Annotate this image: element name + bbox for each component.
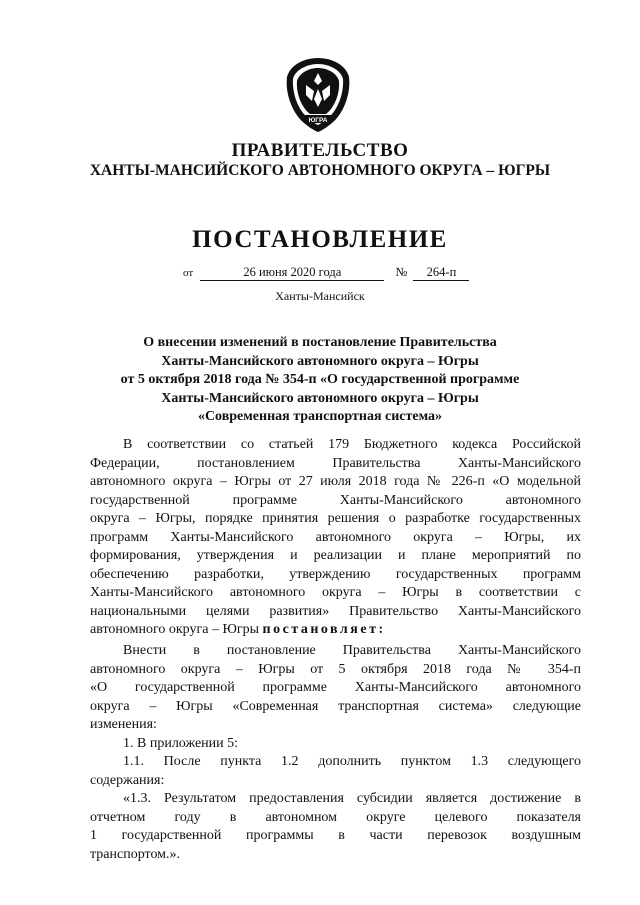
text-line: В соответствии со статьей 179 Бюджетного кодекса Российской [123, 437, 581, 452]
text-line: «1.3. Результатом предоставления субсидии является достижение в [123, 791, 581, 806]
text-line: транспортом.». [90, 846, 181, 862]
text-line: 1.1. После пункта 1.2 дополнить пунктом 1.3 следующего [123, 754, 581, 769]
text-line: содержания: [90, 772, 165, 788]
amendments-section [90, 642, 581, 864]
subject-line: О внесении изменений в постановление Правительства [143, 335, 497, 350]
decree-date: 26 июня 2020 года [200, 265, 384, 281]
text-line [90, 621, 581, 640]
text-line: автономного округа – Югры от 5 октября 2018 года № 354-п [90, 661, 581, 677]
date-number-line [183, 265, 469, 281]
text-line: национальными целями развития» Правительство Ханты-Мансийского [90, 603, 581, 619]
city-name: Ханты-Мансийск [275, 289, 365, 303]
text-line: изменения: [90, 717, 157, 732]
decree-number: 264-п [413, 265, 469, 281]
document-type-title: ПОСТАНОВЛЕНИЕ [192, 226, 448, 253]
text-line: округа – Югры, порядке принятия решения о разработке государственных [90, 511, 581, 526]
text-line: Федерации, постановлением Правительства Ханты-Мансийского [90, 455, 581, 471]
text-line: Ханты-Мансийского автономного округа – Югры в соответствии с [90, 585, 581, 600]
text-line: программ Ханты-Мансийского автономного округа – Югры, их [90, 529, 581, 545]
text-line: 1 государственной программы в части перевозок воздушным [90, 828, 581, 843]
text-line: округа – Югры «Современная транспортная система» следующие [90, 698, 581, 714]
resolves-word: постановляет: [262, 622, 386, 637]
text-line: обеспечению разработки, утверждению государственных программ [90, 566, 581, 582]
text-line: автономного округа – Югры от 27 июля 2018 года № 226-п «О модельной [90, 474, 581, 489]
text-line: «О государственной программе Ханты-Мансийского автономного [90, 680, 581, 695]
text-line: Внести в постановление Правительства Ханты-Мансийского [123, 643, 581, 658]
subject-line: Ханты-Мансийского автономного округа – Югры [161, 390, 479, 406]
decree-subject [90, 334, 550, 427]
text-line: отчетном году в автономном округе целевого показателя [90, 809, 581, 825]
government-subtitle: ХАНТЫ-МАНСИЙСКОГО АВТОНОМНОГО ОКРУГА – ЮГРЫ [89, 162, 551, 179]
subject-line: от 5 октября 2018 года № 354-п «О государственной программе [120, 372, 520, 387]
government-title: ПРАВИТЕЛЬСТВО [231, 140, 409, 161]
subject-line: «Современная транспортная система» [197, 409, 443, 424]
coat-of-arms-icon [282, 55, 354, 135]
subject-line: Ханты-Мансийского автономного округа – Югры [161, 353, 479, 369]
text-line: формирования, утверждения и реализации и плане мероприятий по [90, 548, 581, 563]
text-line: 1. В приложении 5: [123, 735, 239, 751]
text-line-start: автономного округа – Югры [90, 622, 259, 637]
text-line: государственной программе Ханты-Мансийского автономного [90, 492, 581, 508]
preamble-paragraph [90, 436, 581, 640]
emblem-label: ЮГРА [308, 117, 328, 124]
number-prefix: № [395, 265, 408, 279]
date-prefix: от [183, 267, 194, 279]
